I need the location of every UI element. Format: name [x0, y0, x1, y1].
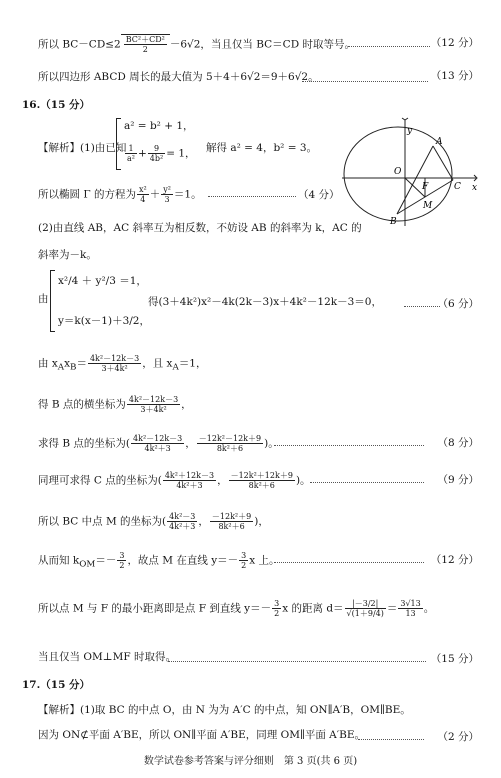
system-brace-2	[50, 270, 55, 332]
dot-leader	[274, 445, 424, 446]
dot-leader	[208, 196, 296, 197]
vieta-product: 由 $x_Ax_B=$ $\frac{\text{4k²－12k－3}}{\text{3＋4k²}}$ ，且 $x_A=1$，	[38, 354, 207, 373]
part2-intro: (2)由直线 AB，AC 斜率互为相反数，不妨设 AB 的斜率为 k，AC 的	[38, 222, 362, 234]
label-m: M	[423, 201, 433, 211]
label-o: O	[394, 167, 402, 177]
dot-leader	[168, 661, 426, 662]
points-15: （15 分）	[430, 653, 479, 665]
equation-2: $\frac{1}{\text{a²}}$ + $\frac{9}{\text{4b²}}$ = 1，	[127, 144, 196, 163]
min-distance: 所以点 M 与 F 的最小距离即是点 F 到直线 y＝－ $\frac{3}{2}$ x 的距离 d＝ $\frac{|-3/2|}{√(1+9/4)}$ ＝ $\frac{3√13}{13}$ 。	[38, 599, 435, 618]
analysis-label-16: 【解析】(1)由已知	[38, 142, 127, 154]
m-coordinates: 所以 BC 中点 M 的坐标为( $\frac{\text{4k²－3}}{\text{4k²＋3}}$ ， $\frac{\text{－12k²＋9}}{\text{8k²＋6}}$ )，	[38, 512, 269, 531]
label-f: F	[422, 182, 429, 192]
text: －6√2，当且仅当 BC＝CD 时取等号。	[169, 38, 355, 51]
solution-text: 解得 a² = 4，b² = 3。	[206, 142, 318, 154]
equation-1: a² = b² + 1，	[124, 120, 194, 132]
equality-condition: 当且仅当 OM⊥MF 时取得。	[38, 651, 176, 663]
dot-leader	[310, 482, 424, 483]
label-x: x	[472, 183, 478, 193]
system-you: 由	[38, 293, 49, 305]
ellipse-equation: 所以椭圆 Γ 的方程为 $\frac{\text{x²}}{4}$ ＋ $\frac{\text{y²}}{3}$ ＝1。	[38, 185, 202, 204]
dot-leader	[274, 562, 424, 563]
sqrt-expression: $\frac{\text{BC²＋CD²}}{2}$	[121, 34, 170, 54]
slope-om: 从而知 $k_{OM}=-$ $\frac{3}{2}$ ，故点 M 在直线 y＝－ $\frac{3}{2}$ x 上。	[38, 551, 280, 570]
dot-leader	[302, 81, 428, 82]
dot-leader	[358, 739, 424, 740]
label-b: B	[390, 217, 397, 227]
question-16-heading: 16.（15 分）	[22, 99, 91, 111]
page-footer: 数学试卷参考答案与评分细则 第 3 页(共 6 页)	[143, 756, 358, 767]
label-y: y	[407, 126, 413, 136]
system-brace	[116, 118, 121, 170]
dot-leader	[404, 306, 440, 307]
points-8: （8 分）	[437, 437, 479, 449]
label-c: C	[454, 182, 461, 192]
points-2: （2 分）	[437, 731, 479, 743]
points-6: （6 分）	[437, 298, 479, 310]
system-eq2: y＝k(x－1)＋3/2，	[58, 315, 150, 327]
label-a: A	[436, 137, 443, 147]
analysis-17-line2: 因为 ON⊄平面 A′BE，所以 ON∥平面 A′BE，同理 OM∥平面 A′BE。	[38, 729, 366, 741]
b-abscissa: 得 B 点的横坐标为 $\frac{\text{4k²－12k－3}}{\text{3＋4k²}}$ ，	[38, 395, 192, 414]
points-12b: （12 分）	[430, 554, 479, 566]
line-bc-cd-bound	[38, 34, 355, 54]
analysis-17-line1: 【解析】(1)取 BC 的中点 O，由 N 为为 A′C 的中点，知 ON∥A′B，OM∥BE。	[38, 704, 411, 716]
part2-slope: 斜率为－k。	[38, 249, 97, 261]
question-17-heading: 17.（15 分）	[22, 679, 91, 691]
system-eq1: x²/4 ＋ y²/3 ＝1，	[58, 275, 147, 287]
c-coordinates: 同理可求得 C 点的坐标为( $\frac{\text{4k²＋12k－3}}{\text{4k²＋3}}$ ， $\frac{\text{－12k²＋12k＋9}}{\text{8k²＋6}}$ )。	[38, 471, 311, 490]
quadratic: 得(3＋4k²)x²－4k(2k－3)x＋4k²－12k－3＝0，	[148, 296, 382, 308]
y-arrow	[402, 118, 408, 120]
points-4: （4 分）	[298, 189, 340, 201]
line-ac	[433, 146, 453, 180]
line-perimeter-max: 所以四边形 ABCD 周长的最大值为 5＋4＋6√2＝9＋6√2。	[38, 71, 319, 83]
ellipse-diagram	[340, 108, 480, 228]
points-9: （9 分）	[437, 474, 479, 486]
text: 所以 BC－CD≤2	[38, 38, 121, 51]
points-12: （12 分）	[430, 37, 479, 49]
dot-leader	[348, 46, 430, 47]
b-coordinates: 求得 B 点的坐标为( $\frac{\text{4k²－12k－3}}{\text{4k²＋3}}$ ， $\frac{\text{－12k²－12k＋9}}{\text{8k²＋6}}$ )。	[38, 434, 279, 453]
points-13: （13 分）	[430, 70, 479, 82]
